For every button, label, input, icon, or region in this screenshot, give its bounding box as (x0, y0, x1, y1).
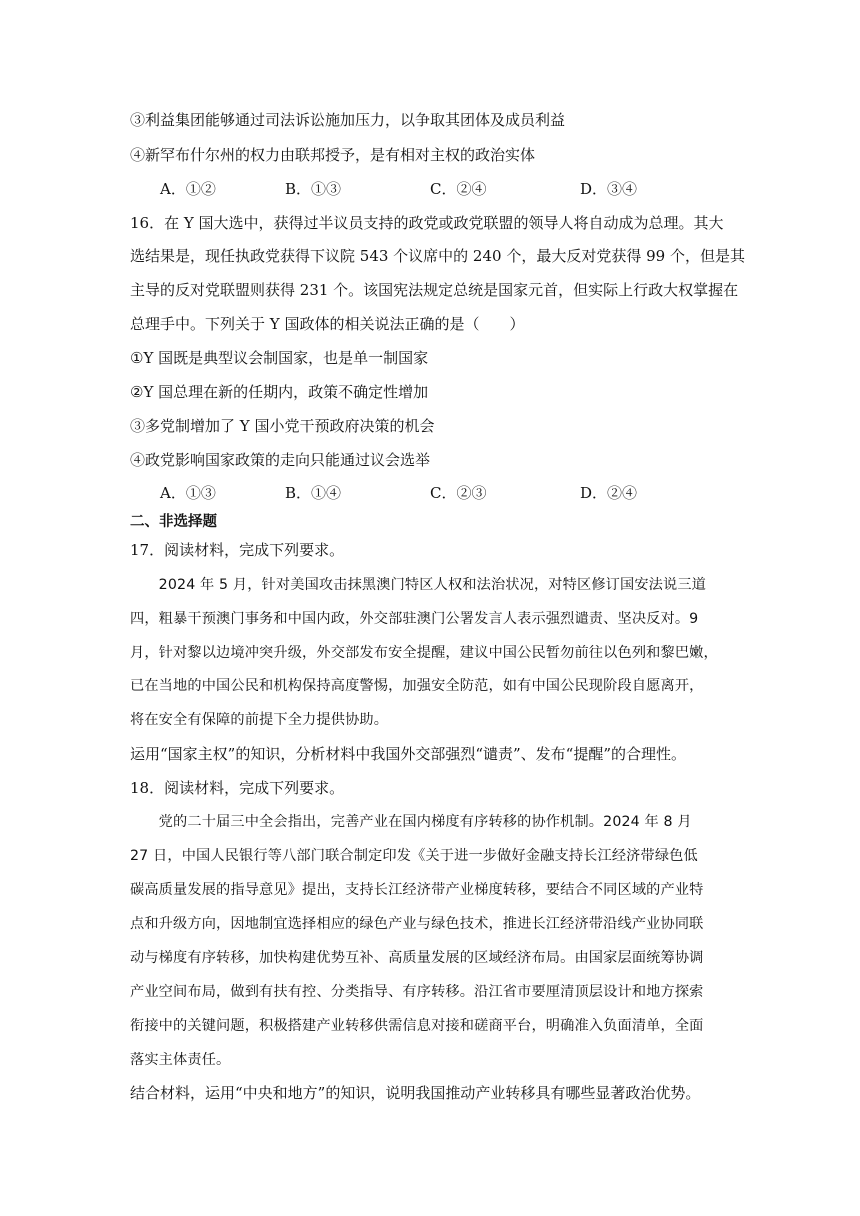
q16-item-3: ③多党制增加了 Y 国小党干预政府决策的机会 (130, 417, 435, 435)
q15-item-4: ④新罕布什尔州的权力由联邦授予，是有相对主权的政治实体 (130, 146, 536, 164)
q17-material-line-5: 将在安全有保障的前提下全力提供协助。 (130, 712, 389, 728)
q18-question: 结合材料，运用“中央和地方”的知识，说明我国推动产业转移具有哪些显著政治优势。 (130, 1084, 701, 1102)
q18-material-line-7: 衔接中的关键问题，积极搭建产业转移供需信息对接和磋商平台，明确准入负面清单，全面 (130, 1018, 704, 1034)
q16-stem-line-3: 主导的反对党联盟则获得 231 个。该国宪法规定总统是国家元首，但实际上行政大权掌握在 (130, 281, 739, 299)
q15-option-d[interactable]: D．③④ (580, 180, 638, 198)
q18-material-line-8: 落实主体责任。 (130, 1052, 231, 1068)
q15-item-3: ③利益集团能够通过司法诉讼施加压力，以争取其团体及成员利益 (130, 111, 566, 129)
q16-item-1: ①Y 国既是典型议会制国家，也是单一制国家 (130, 349, 429, 367)
q18-material-line-6: 产业空间布局，做到有扶有控、分类指导、有序转移。沿江省市要厘清顶层设计和地方探索 (130, 984, 704, 1000)
q17-material-line-2: 四，粗暴干预澳门事务和中国内政，外交部驻澳门公署发言人表示强烈谴责、坚决反对。9 (130, 611, 699, 627)
q15-option-a[interactable]: A．①② (160, 180, 216, 198)
q15-option-c[interactable]: C．②④ (430, 180, 487, 198)
q17-material-line-4: 已在当地的中国公民和机构保持高度警惕，加强安全防范，如有中国公民现阶段自愿离开， (130, 678, 704, 694)
q16-item-2: ②Y 国总理在新的任期内，政策不确定性增加 (130, 383, 429, 401)
q15-options (160, 179, 760, 199)
q16-option-c[interactable]: C．②③ (430, 484, 487, 502)
q18-material-line-4: 点和升级方向，因地制宜选择相应的绿色产业与绿色技术，推进长江经济带沿线产业协同联 (130, 916, 704, 932)
q16-stem-line-1: 16．在 Y 国大选中，获得过半议员支持的政党或政党联盟的领导人将自动成为总理。其大 (130, 214, 724, 232)
q16-option-d[interactable]: D．②④ (580, 484, 638, 502)
q16-option-a[interactable]: A．①③ (160, 484, 216, 502)
q16-stem-line-2: 选结果是，现任执政党获得下议院 543 个议席中的 240 个，最大反对党获得 99 个，但是其 (130, 247, 745, 265)
q16-item-4: ④政党影响国家政策的走向只能通过议会选举 (130, 451, 431, 469)
q17-material-line-1: 2024 年 5 月，针对美国攻击抹黑澳门特区人权和法治状况，对特区修订国安法说三道 (130, 577, 707, 593)
q16-option-b[interactable]: B．①④ (285, 484, 342, 502)
q18-material-line-3: 碳高质量发展的指导意见》提出，支持长江经济带产业梯度转移，要结合不同区域的产业特 (130, 882, 704, 898)
q18-material-line-2: 27 日，中国人民银行等八部门联合制定印发《关于进一步做好金融支持长江经济带绿色低 (130, 848, 698, 864)
q17-question: 运用“国家主权”的知识，分析材料中我国外交部强烈“谴责”、发布“提醒”的合理性。 (130, 745, 687, 763)
q18-material-line-1: 党的二十届三中全会指出，完善产业在国内梯度有序转移的协作机制。2024 年 8 月 (130, 814, 692, 830)
q17-stem: 17．阅读材料，完成下列要求。 (130, 541, 345, 559)
q16-stem-line-4: 总理手中。下列关于 Y 国政体的相关说法正确的是（ ） (130, 315, 525, 333)
q18-stem: 18．阅读材料，完成下列要求。 (130, 779, 345, 797)
q15-option-b[interactable]: B．①③ (285, 180, 342, 198)
q17-material-line-3: 月，针对黎以边境冲突升级，外交部发布安全提醒，建议中国公民暂勿前往以色列和黎巴嫩， (130, 645, 718, 661)
q18-material-line-5: 动与梯度有序转移，加快构建优势互补、高质量发展的区域经济布局。由国家层面统筹协调 (130, 950, 704, 966)
section-title: 二、非选择题 (130, 514, 217, 530)
q16-options (160, 483, 760, 503)
